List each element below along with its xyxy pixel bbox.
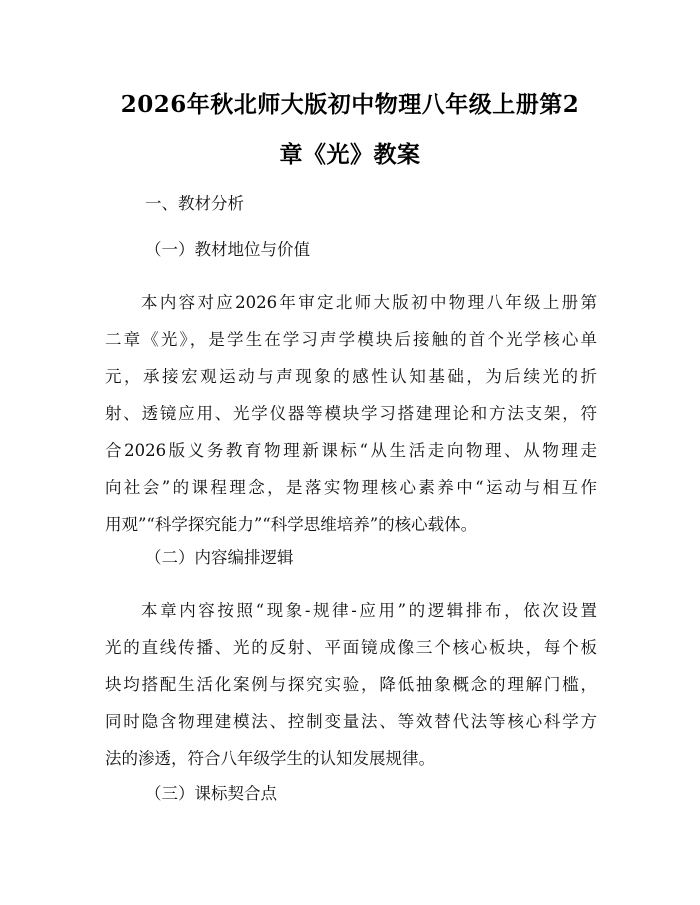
paragraph-line: 射、透镜应用、光学仪器等模块学习搭建理论和方法支架，符 bbox=[105, 404, 597, 423]
paragraph-line: 元，承接宏观运动与声现象的感性认知基础，为后续光的折 bbox=[105, 367, 597, 386]
paragraph-line: 二章《光》，是学生在学习声学模块后接触的首个光学核心单 bbox=[105, 330, 597, 349]
paragraph-line: 合2026版义务教育物理新课标“从生活走向物理、从物理走 bbox=[105, 441, 597, 460]
paragraph-line: 同时隐含物理建模法、控制变量法、等效替代法等核心科学方 bbox=[105, 712, 597, 731]
paragraph-line: 法的渗透，符合八年级学生的认知发展规律。 bbox=[105, 749, 435, 768]
paragraph-line: 块均搭配生活化案例与探究实验，降低抽象概念的理解门槛， bbox=[105, 675, 597, 694]
document-title-line-1: 2026年秋北师大版初中物理八年级上册第2 bbox=[120, 91, 580, 118]
paragraph-line: 用观”“科学探究能力”“科学思维培养”的核心载体。 bbox=[105, 515, 478, 534]
paragraph-status-value bbox=[105, 284, 597, 543]
document-title bbox=[98, 80, 602, 180]
paragraph-content-logic bbox=[105, 592, 597, 777]
paragraph-line: 本章内容按照“现象-规律-应用”的逻辑排布，依次设置 bbox=[141, 601, 597, 620]
subsection-heading-curriculum-fit: （三）课标契合点 bbox=[145, 784, 277, 803]
section-heading-textbook-analysis: 一、教材分析 bbox=[145, 194, 244, 213]
document-title-line-2: 章《光》教案 bbox=[279, 141, 421, 168]
subsection-heading-status-value: （一）教材地位与价值 bbox=[145, 240, 310, 259]
paragraph-line: 向社会”的课程理念，是落实物理核心素养中“运动与相互作 bbox=[105, 478, 597, 497]
paragraph-line: 光的直线传播、光的反射、平面镜成像三个核心板块，每个板 bbox=[105, 638, 597, 657]
subsection-heading-content-logic: （二）内容编排逻辑 bbox=[145, 548, 294, 567]
paragraph-line: 本内容对应2026年审定北师大版初中物理八年级上册第 bbox=[141, 293, 597, 312]
